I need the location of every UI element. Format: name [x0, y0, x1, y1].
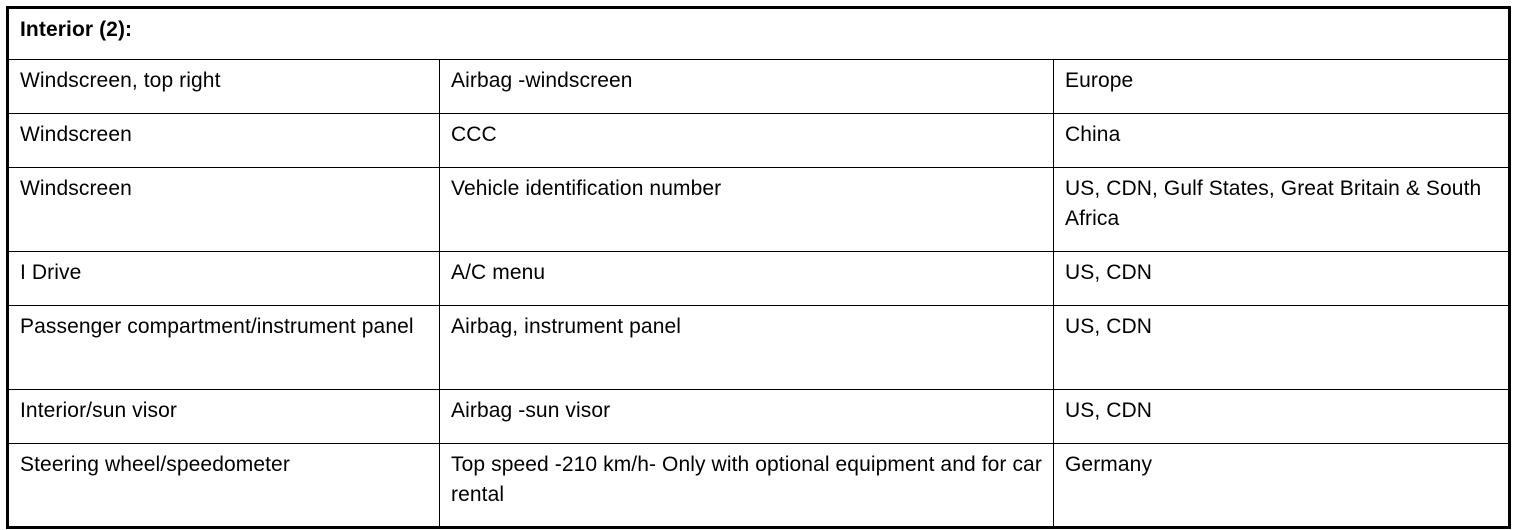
table-row [8, 444, 1510, 528]
location-cell: Windscreen, top right [8, 60, 440, 114]
label-cell: Top speed -210 km/h- Only with optional equipment and for car rental [440, 444, 1054, 528]
region-cell: US, CDN [1054, 252, 1510, 306]
location-cell: Steering wheel/speedometer [8, 444, 440, 528]
interior-labels-table [6, 6, 1511, 529]
location-cell: Windscreen [8, 114, 440, 168]
location-cell: I Drive [8, 252, 440, 306]
label-cell: Airbag -sun visor [440, 390, 1054, 444]
table-row [8, 60, 1510, 114]
label-cell: Airbag -windscreen [440, 60, 1054, 114]
table-row [8, 252, 1510, 306]
table-title: Interior (2): [8, 8, 1510, 60]
label-cell: CCC [440, 114, 1054, 168]
table-row [8, 306, 1510, 390]
location-cell: Interior/sun visor [8, 390, 440, 444]
region-cell: China [1054, 114, 1510, 168]
location-cell: Passenger compartment/instrument panel [8, 306, 440, 390]
region-cell: US, CDN [1054, 390, 1510, 444]
table-row [8, 168, 1510, 252]
label-cell: Airbag, instrument panel [440, 306, 1054, 390]
region-cell: Europe [1054, 60, 1510, 114]
table-row [8, 114, 1510, 168]
label-cell: A/C menu [440, 252, 1054, 306]
region-cell: Germany [1054, 444, 1510, 528]
region-cell: US, CDN, Gulf States, Great Britain & South Africa [1054, 168, 1510, 252]
region-cell: US, CDN [1054, 306, 1510, 390]
table-title-row [8, 8, 1510, 60]
table-row [8, 390, 1510, 444]
label-cell: Vehicle identification number [440, 168, 1054, 252]
location-cell: Windscreen [8, 168, 440, 252]
